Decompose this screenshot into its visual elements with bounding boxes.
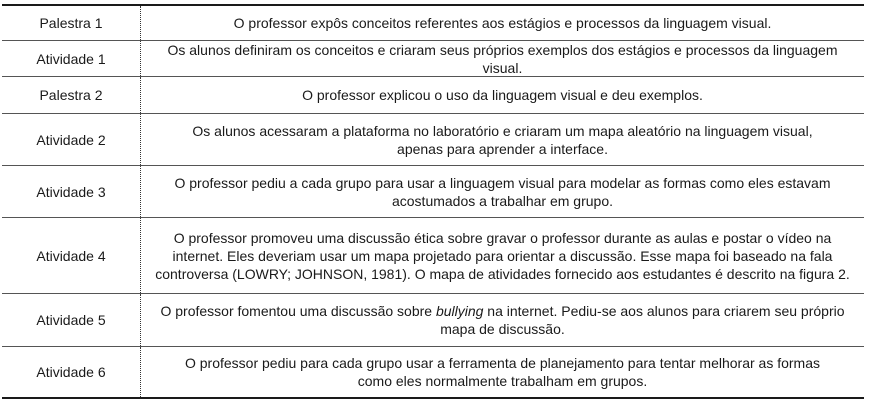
table-row: [2, 77, 864, 114]
table-row: [2, 166, 864, 218]
row-description: Os alunos acessaram a plataforma no laboratório e criaram um mapa aleatório na linguagem visual, apenas para aprender a interface.: [192, 122, 813, 157]
row-description: O professor promoveu uma discussão ética sobre gravar o professor durante as aulas e postar o vídeo na internet. Eles deveriam usar um mapa projetado para orientar a discussão. Esse mapa foi baseado na fala controversa (LOWRY; JOHNSON, 1981). O mapa de atividades fornecido aos estudantes é descrito na figura 2.: [155, 229, 850, 282]
table-row: [2, 347, 864, 397]
row-label: Atividade 1: [2, 41, 141, 76]
row-label: Palestra 1: [2, 6, 141, 40]
row-description: [141, 294, 864, 346]
row-description: O professor pediu a cada grupo para usar a linguagem visual para modelar as formas como eles estavam acostumados a trabalhar em grupo.: [174, 174, 831, 209]
row-label: Palestra 2: [2, 77, 141, 113]
row-label: Atividade 3: [2, 166, 141, 217]
description-text: na internet. Pediu-se aos alunos para criarem seu próprio mapa de discussão.: [440, 303, 845, 337]
description-text: O professor fomentou uma discussão sobre: [160, 303, 436, 319]
table-row: [2, 218, 864, 294]
row-label: Atividade 2: [2, 114, 141, 165]
row-description: O professor explicou o uso da linguagem visual e deu exemplos.: [302, 87, 703, 103]
row-label: Atividade 4: [2, 218, 141, 293]
row-description: O professor pediu para cada grupo usar a ferramenta de planejamento para tentar melhorar as formas como eles normalmente trabalham em grupos.: [184, 355, 821, 389]
table-row: [2, 6, 864, 41]
row-label: Atividade 6: [2, 347, 141, 397]
row-description: Os alunos definiram os conceitos e criaram seus próprios exemplos dos estágios e processos da linguagem visual.: [167, 41, 838, 76]
table-row: [2, 41, 864, 77]
row-description: O professor expôs conceitos referentes aos estágios e processos da linguagem visual.: [233, 15, 772, 31]
activities-table: [2, 4, 864, 399]
table-row: [2, 114, 864, 166]
row-label: Atividade 5: [2, 294, 141, 346]
table-row: [2, 294, 864, 347]
italic-term: bullying: [435, 303, 484, 319]
